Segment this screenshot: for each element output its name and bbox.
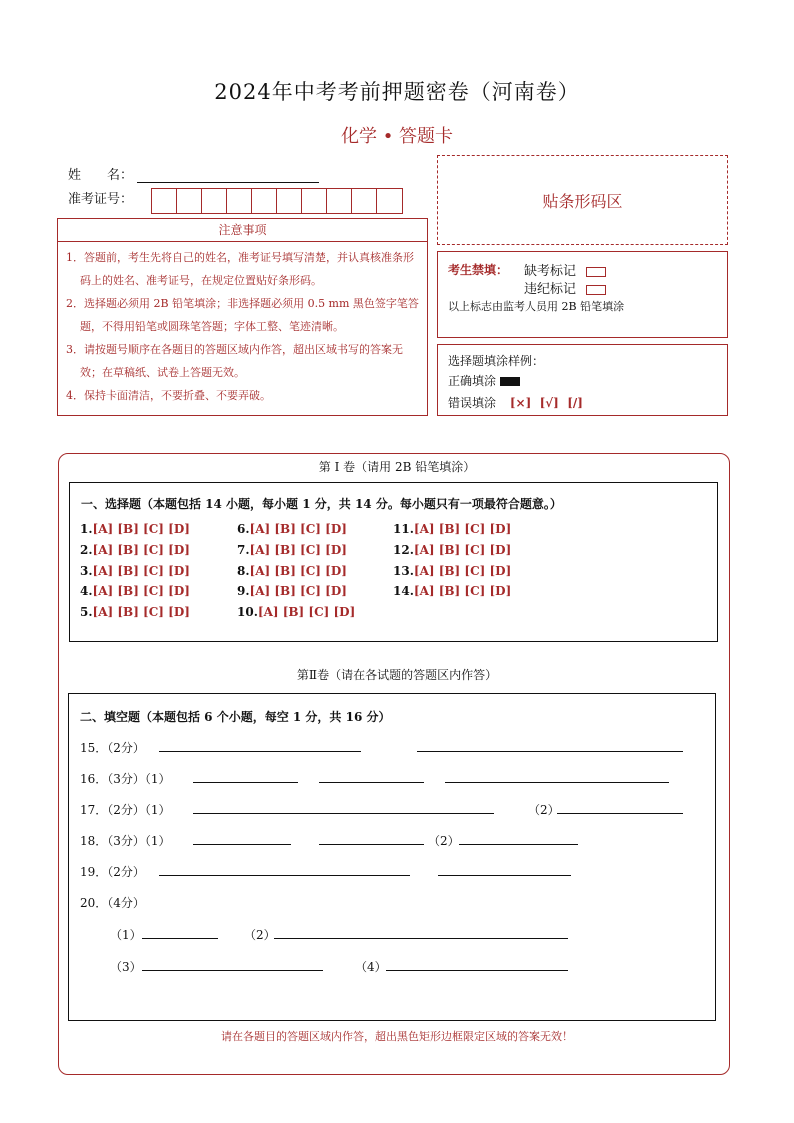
id-digit-box[interactable]: [227, 189, 252, 213]
id-digit-box[interactable]: [277, 189, 302, 213]
choice-q1[interactable]: 1.[A] [B] [C] [D]: [80, 522, 190, 536]
q18-label-2: （2）: [428, 834, 460, 848]
notice-item-4: 4．保持卡面清洁，不要折叠、不要弄破。: [66, 389, 271, 402]
forbidden-note: 以上标志由监考人员用 2B 铅笔填涂: [448, 300, 625, 313]
choice-q4[interactable]: 4.[A] [B] [C] [D]: [80, 584, 190, 598]
id-digit-box[interactable]: [202, 189, 227, 213]
q18-blank-3[interactable]: [459, 832, 578, 845]
choice-q3[interactable]: 3.[A] [B] [C] [D]: [80, 564, 190, 578]
choice-section-title: 一、选择题（本题包括 14 小题，每小题 1 分，共 14 分。每小题只有一项最符合题意。）: [81, 497, 562, 511]
id-digit-box[interactable]: [177, 189, 202, 213]
q20-sub-3-label: （3）: [110, 960, 142, 974]
q19-blank-2[interactable]: [438, 863, 571, 876]
choice-q14[interactable]: 14.[A] [B] [C] [D]: [393, 584, 512, 598]
choice-q6[interactable]: 6.[A] [B] [C] [D]: [237, 522, 347, 536]
q16-blank-2[interactable]: [319, 770, 424, 783]
id-digit-box[interactable]: [252, 189, 277, 213]
part1-title: 第 I 卷（请用 2B 铅笔填涂）: [318, 460, 476, 474]
choice-q2[interactable]: 2.[A] [B] [C] [D]: [80, 543, 190, 557]
correct-fill-label: 正确填涂: [448, 374, 497, 388]
choice-q12[interactable]: 12.[A] [B] [C] [D]: [393, 543, 512, 557]
q15-blank-2[interactable]: [417, 739, 683, 752]
q16-label: 16．（3分）（1）: [80, 772, 171, 786]
notice-box: [57, 242, 428, 416]
part2-title: 第Ⅱ卷（请在各试题的答题区内作答）: [296, 668, 498, 682]
q20-label: 20．（4分）: [80, 896, 145, 910]
q18-blank-1[interactable]: [193, 832, 291, 845]
forbidden-label: 考生禁填：: [448, 263, 509, 277]
id-number-boxes[interactable]: [151, 188, 403, 214]
q20-blank-3[interactable]: [142, 958, 323, 971]
page-title: 2024年中考考前押题密卷（河南卷）: [214, 80, 580, 104]
q20-sub-1-label: （1）: [110, 928, 142, 942]
choice-q10[interactable]: 10.[A] [B] [C] [D]: [237, 605, 356, 619]
q15-blank-1[interactable]: [159, 739, 361, 752]
fill-sample-title: 选择题填涂样例：: [448, 354, 545, 368]
q17-blank-1[interactable]: [193, 801, 494, 814]
q16-blank-3[interactable]: [445, 770, 669, 783]
page-subtitle: 化学 • 答题卡: [340, 126, 454, 147]
id-digit-box[interactable]: [352, 189, 377, 213]
q20-blank-4[interactable]: [386, 958, 568, 971]
q20-blank-1[interactable]: [142, 926, 218, 939]
choice-q5[interactable]: 5.[A] [B] [C] [D]: [80, 605, 190, 619]
q17-blank-2[interactable]: [557, 801, 683, 814]
violation-label: 违纪标记: [524, 282, 577, 297]
violation-mark-box[interactable]: [586, 285, 606, 295]
wrong-fill-label: 错误填涂: [448, 396, 497, 410]
forbidden-box: [437, 251, 728, 338]
choice-q9[interactable]: 9.[A] [B] [C] [D]: [237, 584, 347, 598]
notice-title: 注意事项: [57, 218, 428, 242]
fill-section-title: 二、填空题（本题包括 6 个小题，每空 1 分，共 16 分）: [80, 710, 391, 724]
id-digit-box[interactable]: [152, 189, 177, 213]
q18-label: 18．（3分）（1）: [80, 834, 171, 848]
correct-fill-sample: [500, 377, 520, 386]
q16-blank-1[interactable]: [193, 770, 298, 783]
id-label: 准考证号：: [68, 192, 134, 207]
choice-q13[interactable]: 13.[A] [B] [C] [D]: [393, 564, 512, 578]
notice-item-3: 3．请按题号顺序在各题目的答题区域内作答，超出区域书写的答案无效；在草稿纸、试卷上答题无效。: [66, 343, 403, 379]
absent-mark-box[interactable]: [586, 267, 606, 277]
wrong-fill-marks: [×] [√] [/]: [509, 396, 583, 410]
choice-q7[interactable]: 7.[A] [B] [C] [D]: [237, 543, 347, 557]
barcode-area: [437, 155, 728, 245]
q19-blank-1[interactable]: [159, 863, 410, 876]
name-field[interactable]: [137, 168, 319, 183]
q18-blank-2[interactable]: [319, 832, 424, 845]
choice-q11[interactable]: 11.[A] [B] [C] [D]: [393, 522, 512, 536]
fill-sample-box: [437, 344, 728, 416]
name-label: 姓 名：: [68, 168, 134, 183]
q17-label-2: （2）: [528, 803, 560, 817]
q20-sub-2-label: （2）: [244, 928, 276, 942]
q19-label: 19．（2分）: [80, 865, 145, 879]
footer-warning: 请在各题目的答题区域内作答，超出黑色矩形边框限定区域的答案无效！: [221, 1030, 573, 1043]
notice-item-2: 2．选择题必须用 2B 铅笔填涂；非选择题必须用 0.5 mm 黑色签字笔答题，不得用铅笔或圆珠笔答题；字体工整、笔迹清晰。: [66, 297, 419, 333]
q20-sub-4-label: （4）: [355, 960, 387, 974]
id-digit-box[interactable]: [327, 189, 352, 213]
q17-label: 17．（2分）（1）: [80, 803, 171, 817]
barcode-label: 贴条形码区: [542, 191, 623, 211]
choice-q8[interactable]: 8.[A] [B] [C] [D]: [237, 564, 347, 578]
id-digit-box[interactable]: [377, 189, 402, 213]
absent-label: 缺考标记: [524, 264, 577, 279]
q20-blank-2[interactable]: [274, 926, 568, 939]
id-digit-box[interactable]: [302, 189, 327, 213]
q15-label: 15．（2分）: [80, 741, 145, 755]
notice-item-1: 1．答题前，考生先将自己的姓名，准考证号填写清楚，并认真核准条形码上的姓名、准考证号，在规定位置贴好条形码。: [66, 251, 414, 287]
